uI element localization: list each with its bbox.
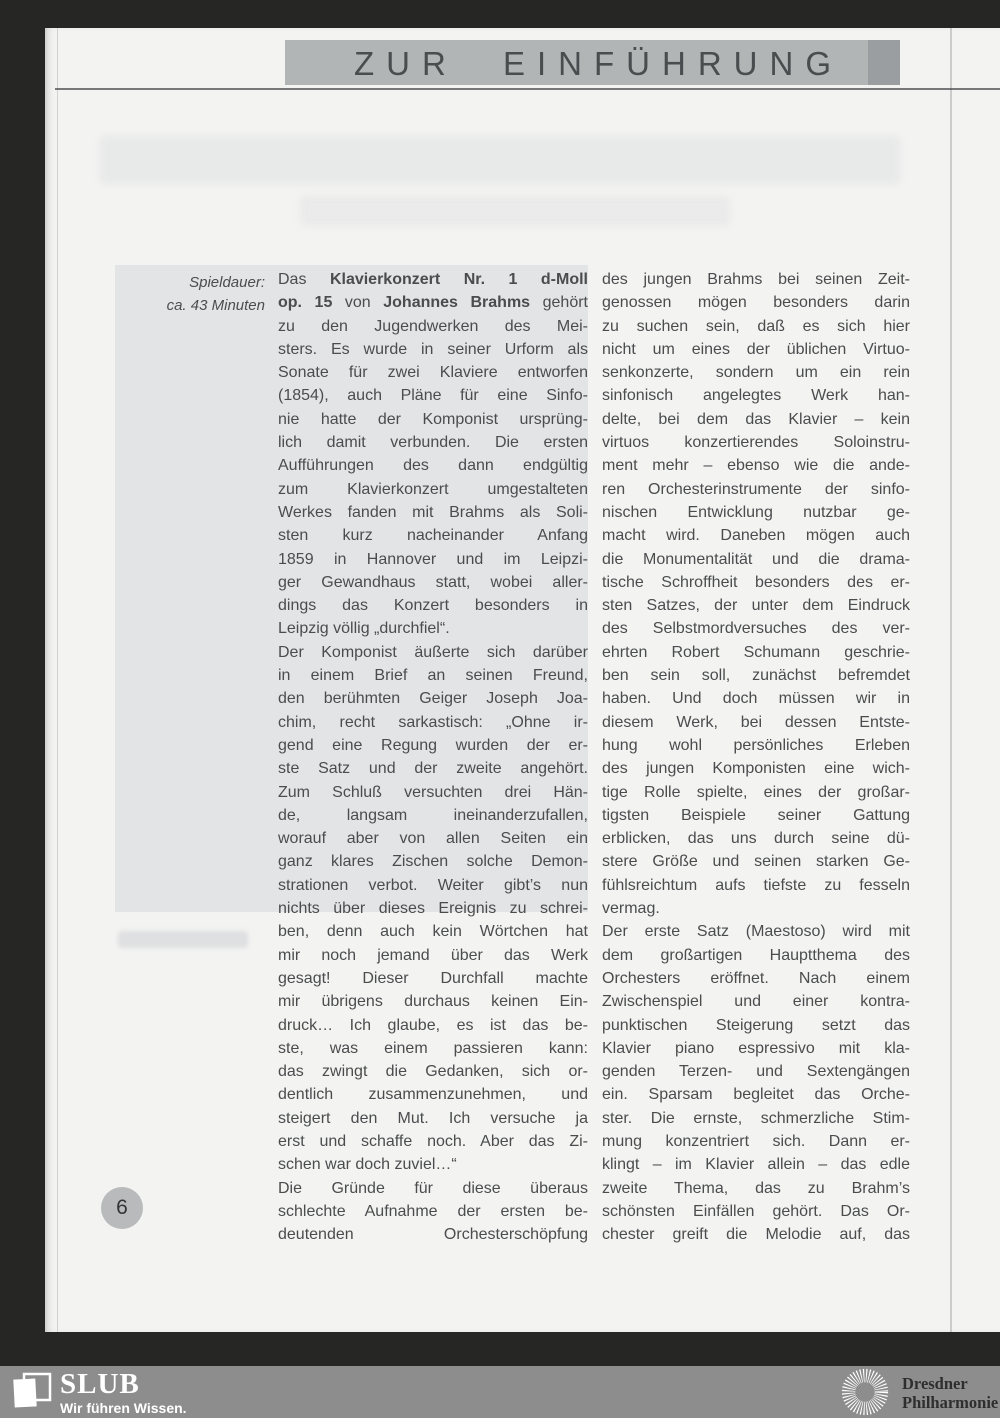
text-line: dem großartigen Hauptthema des <box>602 946 910 964</box>
philharmonie-logo <box>838 1366 998 1418</box>
text-line: sten Satzes, der unter dem Eindruck <box>602 597 910 615</box>
bleedthrough-ghost <box>118 931 248 948</box>
text-line: klingt – im Klavier allein – das edle <box>602 1156 910 1174</box>
philharmonie-wordmark-line1: Dresdner <box>902 1374 968 1393</box>
slub-tagline: Wir führen Wissen. <box>60 1400 187 1416</box>
text-line: lich damit verbunden. Die ersten <box>278 434 588 452</box>
text-line: Der Komponist äußerte sich darüber <box>278 643 588 661</box>
text-line: erst und schaffe noch. Aber das Zi- <box>278 1132 588 1150</box>
section-title: ZUR EINFÜHRUNG <box>354 45 843 82</box>
text-line: ste, was einem passieren kann: <box>278 1039 588 1057</box>
text-line: Orchesters eröffnet. Nach einem <box>602 969 910 987</box>
text-line: vermag. <box>602 900 660 918</box>
article-right-column <box>602 268 910 1246</box>
text-line: zweite Thema, das zu Brahm’s <box>602 1179 910 1197</box>
text-line: ger Gewandhaus statt, wobei aller- <box>278 573 588 591</box>
text-line: ben, denn auch kein Wörtchen hat <box>278 923 588 941</box>
duration-value: ca. 43 Minuten <box>166 297 265 314</box>
text-line: Klavier piano espressivo mit kla- <box>602 1039 910 1057</box>
text-line: macht wird. Daneben mögen auch <box>602 527 910 545</box>
text-line: in einem Brief an seinen Freund, <box>278 667 588 685</box>
text-line: mir übrigens durchaus keinen Ein- <box>278 993 588 1011</box>
text-line: tige Rolle spielte, eines der großar- <box>602 783 910 801</box>
section-header-band <box>285 40 900 85</box>
duration-label: Spieldauer: <box>189 274 265 291</box>
text-line: sinfonisch angelegtes Werk han- <box>602 387 910 405</box>
text-line: (1854), auch Pläne für eine Sinfo- <box>278 387 588 405</box>
header-rule <box>55 88 1000 90</box>
text-line: chim, recht sarkastisch: „Ohne ir- <box>278 713 588 731</box>
text-line: zu den Jugendwerken des Mei- <box>278 317 588 335</box>
text-line: das zwingt die Gedanken, sich or- <box>278 1063 588 1081</box>
text-line: des jungen Brahms bei seinen Zeit- <box>602 271 910 288</box>
article-left-column <box>278 268 588 1246</box>
text-line: punktischen Steigerung setzt das <box>602 1016 910 1034</box>
slub-logo <box>12 1369 187 1416</box>
text-line: Zwischenspiel und einer kontra- <box>602 993 910 1011</box>
text-line: ster. Die ernste, schmerzliche Stim- <box>602 1109 910 1127</box>
text-line: druck… Ich glaube, es ist das be- <box>278 1016 588 1034</box>
text-line: die Monumentalität und die drama- <box>602 550 910 568</box>
text-line: zum Klavierkonzert umgestalteten <box>278 480 588 498</box>
slub-wordmark: SLUB <box>60 1368 140 1400</box>
philharmonie-wordmark <box>902 1374 998 1418</box>
text-line: mir noch jemand über das Werk <box>278 946 588 964</box>
text-line: Sonate für zwei Klaviere entworfen <box>278 364 588 382</box>
text-line: Werkes fanden mit Brahms als Soli- <box>278 503 588 521</box>
page-edge-line <box>57 28 58 1332</box>
text-line: strationen verbot. Weiter gibt’s nun <box>278 876 588 894</box>
text-line: zu suchen sein, daß es sich hier <box>602 317 910 335</box>
text-line: Die Gründe für diese überaus <box>278 1179 588 1197</box>
text-line: ein. Sparsam begleitet das Orche- <box>602 1086 910 1104</box>
text-line: chester greift die Melodie auf, das <box>602 1226 910 1244</box>
text-line: nichts über dieses Ereignis zu schrei- <box>278 900 588 918</box>
slub-book-icon <box>12 1372 52 1410</box>
text-line: ben sein soll, zunächst befremdet <box>602 667 910 685</box>
text-line: nie hatte der Komponist ursprüng- <box>278 410 588 428</box>
text-line: op. 15 von Johannes Brahms gehört <box>278 294 588 312</box>
text-line: nischen Entwicklung nutzbar ge- <box>602 503 910 521</box>
text-line: Das Klavierkonzert Nr. 1 d-Moll <box>278 271 588 288</box>
text-line: mung konzentriert sich. Dann er- <box>602 1132 910 1150</box>
text-line: ment mehr – ebenso wie die ande- <box>602 457 910 475</box>
scanned-page <box>45 28 1000 1332</box>
text-line: ren Orchesterinstrumente der sinfo- <box>602 480 910 498</box>
text-line: ehrten Robert Schumann geschrie- <box>602 643 910 661</box>
text-line: nicht um eines der üblichen Virtuo- <box>602 340 910 358</box>
philharmonie-sunburst-icon <box>838 1366 892 1418</box>
text-line: haben. Und doch müssen wir in <box>602 690 910 708</box>
text-line: deutenden Orchesterschöpfung <box>278 1226 588 1244</box>
duration-note <box>130 271 265 317</box>
text-line: delte, bei dem das Klavier – kein <box>602 410 910 428</box>
text-line: genden Terzen- und Sextengängen <box>602 1063 910 1081</box>
text-line: ganz klares Zischen solche Demon- <box>278 853 588 871</box>
text-line: hung wohl persönliches Erleben <box>602 736 910 754</box>
text-line: des jungen Komponisten eine wich- <box>602 760 910 778</box>
text-line: Leipzig völlig „durchfiel“. <box>278 620 450 638</box>
page-number-badge: 6 <box>101 1187 143 1229</box>
text-line: gend eine Regung wurden der er- <box>278 736 588 754</box>
text-line: fühlsreichtum aufs tiefste zu fesseln <box>602 876 910 894</box>
text-line: diesem Werk, bei dessen Entste- <box>602 713 910 731</box>
text-line: genossen mögen besonders darin <box>602 294 910 312</box>
bleedthrough-ghost <box>100 136 900 184</box>
text-line: senkonzerte, sondern um ein rein <box>602 364 910 382</box>
text-line: tigsten Beispiele seiner Gattung <box>602 806 910 824</box>
text-line: schlechte Aufnahme der ersten be- <box>278 1202 588 1220</box>
text-line: sten kurz nacheinander Anfang <box>278 527 588 545</box>
text-line: schönsten Einfällen gehört. Das Or- <box>602 1202 910 1220</box>
slub-text <box>60 1369 187 1416</box>
text-line: Zum Schluß versuchten drei Hän- <box>278 783 588 801</box>
philharmonie-wordmark-line2: Philharmonie <box>902 1393 999 1412</box>
text-line: schen war doch zuviel…“ <box>278 1156 457 1174</box>
text-line: Der erste Satz (Maestoso) wird mit <box>602 923 910 941</box>
text-line: tische Schroffheit besonders des er- <box>602 573 910 591</box>
bleedthrough-ghost <box>300 196 730 226</box>
text-line: des Selbstmordversuches des ver- <box>602 620 910 638</box>
text-line: virtuos konzertierendes Soloinstru- <box>602 434 910 452</box>
text-line: sters. Es wurde in seiner Urform als <box>278 340 588 358</box>
text-line: steigert den Mut. Ich versuche ja <box>278 1109 588 1127</box>
viewer-footer-bar <box>0 1366 1000 1418</box>
text-line: dentlich zusammenzunehmen, und <box>278 1086 588 1104</box>
text-line: 1859 in Hannover und im Leipzi- <box>278 550 588 568</box>
text-line: den berühmten Geiger Joseph Joa- <box>278 690 588 708</box>
text-line: de, langsam ineinanderzufallen, <box>278 806 588 824</box>
text-line: stere Größe und seinen starken Ge- <box>602 853 910 871</box>
text-line: dings das Konzert besonders in <box>278 597 588 615</box>
text-line: gesagt! Dieser Durchfall machte <box>278 969 588 987</box>
page-fold-line <box>950 28 952 1332</box>
text-line: erblicken, das uns durch seine dü- <box>602 830 910 848</box>
text-line: ste Satz und der zweite angehört. <box>278 760 588 778</box>
text-line: worauf aber von allen Seiten ein <box>278 830 588 848</box>
text-line: Aufführungen des dann endgültig <box>278 457 588 475</box>
